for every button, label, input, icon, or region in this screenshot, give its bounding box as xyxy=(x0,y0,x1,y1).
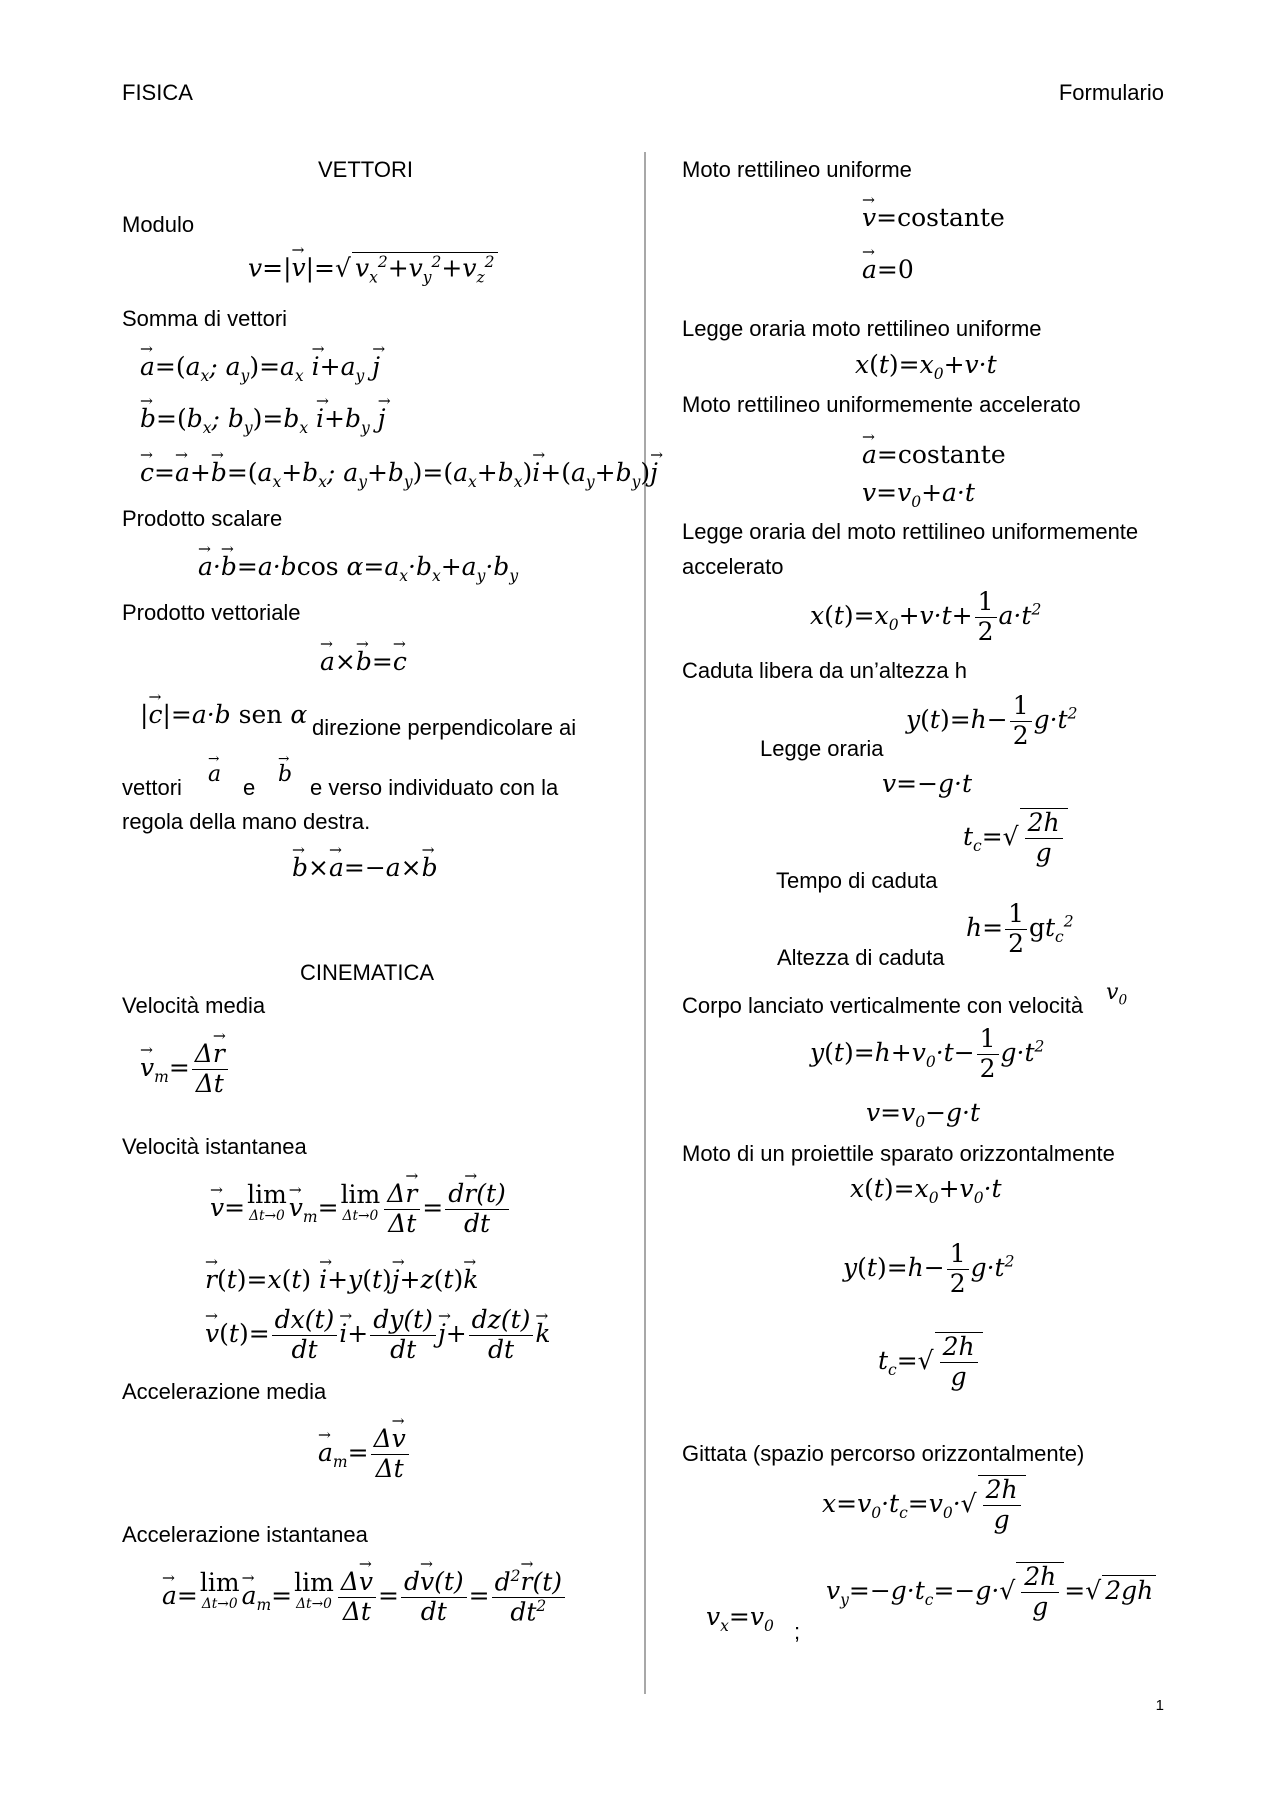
formula-proiettile-y: y(t)=h− $\frac{1}{2}$ $g\cdot t^2$ xyxy=(843,1239,1015,1298)
section-title-vettori: VETTORI xyxy=(318,157,413,182)
formula-modulo: v=|→ v|=√ $v_x^2+v_y^2+v_z^2$ xyxy=(248,252,498,287)
label-modulo: Modulo xyxy=(122,212,195,237)
formula-altezza-caduta: h= $\frac{1}{2}$ $gt_c^2$ xyxy=(966,899,1074,958)
formula-v-mrua: $v=v_0+a\cdot t$ xyxy=(862,478,975,511)
formula-proiettile-tc: $t_c=√$ $\frac{2h}{g}$ xyxy=(878,1332,983,1392)
formula-gittata: $x=v_0\cdot t_c=v_0\cdot√$ $\frac{2h}{g}$ xyxy=(822,1475,1026,1535)
label-caduta-libera: Caduta libera da un’altezza h xyxy=(682,658,967,683)
formula-caduta-v: v=−g·t xyxy=(882,769,973,798)
formula-posizione: → r(t)=x(t) → i+y(t)→ j+z(t)→ k xyxy=(205,1265,478,1295)
formula-accelerazione-istantanea: → a= lim Δt→0 → $a_m=$ lim Δt→0 $\frac{\Delta\to v}{\Delta t}$ = $\frac{d\to v(t)}{dt}$ = $\frac{d^2\to r(t)}{dt^2}$ xyxy=(162,1568,567,1627)
label-mru: Moto rettilineo uniforme xyxy=(682,157,912,182)
formula-a-costante: → a=costante xyxy=(862,440,1006,470)
label-accelerazione-istantanea: Accelerazione istantanea xyxy=(122,1522,368,1547)
formula-legge-mru: $x(t)=x_0+v\cdot t$ xyxy=(855,350,997,383)
symbol-vector-a: → a xyxy=(208,762,221,788)
formula-v-costante: → v=costante xyxy=(862,203,1005,233)
page-number: 1 xyxy=(1155,1697,1164,1714)
text-verso: e verso individuato con la xyxy=(310,775,559,800)
label-mrua: Moto rettilineo uniformemente accelerato xyxy=(682,392,1081,417)
formula-lancio-v: $v=v_0-g\cdot t$ xyxy=(866,1098,981,1131)
section-title-cinematica: CINEMATICA xyxy=(300,960,435,985)
header-subject: FISICA xyxy=(122,80,193,105)
label-gittata: Gittata (spazio percorso orizzontalmente) xyxy=(682,1441,1085,1466)
formula-accelerazione-media: → $a_m=$ $\frac{\Delta\to v}{\Delta t}$ xyxy=(318,1425,411,1484)
formula-velocita-media: → $v_m=$ $\frac{\Delta\to r}{\Delta t}$ xyxy=(140,1040,230,1099)
formula-a-components: → $a=(a_x$; $a_y)=a_x \to i+a_y \to j$ xyxy=(140,352,380,386)
column-divider xyxy=(644,152,646,1694)
formula-a-zero: → a=0 xyxy=(862,255,914,285)
text-e: e xyxy=(243,775,256,800)
formula-velocita-componenti: → v(t)= $\frac{dx(t)}{dt}$ → i+ $\frac{dy(t)}{dt}$ → j+ $\frac{dz(t)}{dt}$ → k xyxy=(205,1306,551,1365)
text-semicolon: ; xyxy=(794,1619,801,1644)
formula-prodotto-scalare: → a·→ b=a·bcos $\alpha=a_x\cdot b_x+a_y\cdot b_y$ xyxy=(198,552,518,586)
label-legge-mrua-2: accelerato xyxy=(682,554,784,579)
label-proiettile: Moto di un proiettile sparato orizzontalmente xyxy=(682,1141,1115,1166)
label-legge-oraria: Legge oraria xyxy=(760,736,884,761)
formula-sum-c: → $c=\to a+\to b=(a_x+b_x$; $a_y+b_y)=(a_x+b_x)\to i+(a_y+b_y)\to j$ xyxy=(140,458,658,492)
text-mano-destra: regola della mano destra. xyxy=(122,809,371,834)
label-prodotto-vettoriale: Prodotto vettoriale xyxy=(122,600,301,625)
label-lancio-verticale: Corpo lanciato verticalmente con velocità xyxy=(682,993,1084,1018)
label-tempo-caduta: Tempo di caduta xyxy=(776,868,938,893)
label-velocita-istantanea: Velocità istantanea xyxy=(122,1134,307,1159)
formula-proiettile-x: $x(t)=x_0+v_0\cdot t$ xyxy=(850,1174,1002,1207)
header-title: Formulario xyxy=(1058,80,1164,105)
formula-tempo-caduta: $t_c=√$ $\frac{2h}{g}$ xyxy=(963,808,1068,868)
symbol-v0: $v_0$ xyxy=(1106,980,1128,1009)
formula-vx: $v_x=v_0$ xyxy=(706,1602,774,1635)
formula-vy: $v_y=-g\cdot t_c=-g\cdot√$ $\frac{2h}{g}$ =√ 2gh xyxy=(826,1562,1156,1622)
formula-anticommutativa: → b×→ a=−a×→ b xyxy=(292,853,438,883)
text-direzione: direzione perpendicolare ai xyxy=(312,715,577,740)
formula-prodotto-vettoriale: → a×→ b=→ c xyxy=(320,647,407,677)
formula-lancio-y: $y(t)=h+v_0\cdot t-$ $\frac{1}{2}$ $g\cdot t^2$ xyxy=(810,1024,1045,1083)
formula-velocita-istantanea: → v= lim Δt→0 → $v_m=$ lim Δt→0 $\frac{\Delta\to r}{\Delta t}$ = $\frac{d\to r(t)}{dt}$ xyxy=(210,1180,511,1239)
formula-b-components: → $b=(b_x$; $b_y)=b_x \to i+b_y \to j$ xyxy=(140,404,385,438)
label-accelerazione-media: Accelerazione media xyxy=(122,1379,327,1404)
label-velocita-media: Velocità media xyxy=(122,993,266,1018)
label-legge-mrua-1: Legge oraria del moto rettilineo uniformemente xyxy=(682,519,1139,544)
formula-modulo-c: |→ c|=a·b sen α xyxy=(140,700,307,730)
label-prodotto-scalare: Prodotto scalare xyxy=(122,506,283,531)
label-legge-mru: Legge oraria moto rettilineo uniforme xyxy=(682,316,1042,341)
text-vettori: vettori xyxy=(122,775,182,800)
label-altezza-caduta: Altezza di caduta xyxy=(777,945,945,970)
label-somma: Somma di vettori xyxy=(122,306,288,331)
formula-legge-mrua: $x(t)=x_0+v\cdot t+$ $\frac{1}{2}$ $a\cdot t^2$ xyxy=(810,587,1042,646)
formula-caduta-legge: y(t)=h− $\frac{1}{2}$ $g\cdot t^2$ xyxy=(906,691,1078,750)
symbol-vector-b: → b xyxy=(278,762,292,788)
